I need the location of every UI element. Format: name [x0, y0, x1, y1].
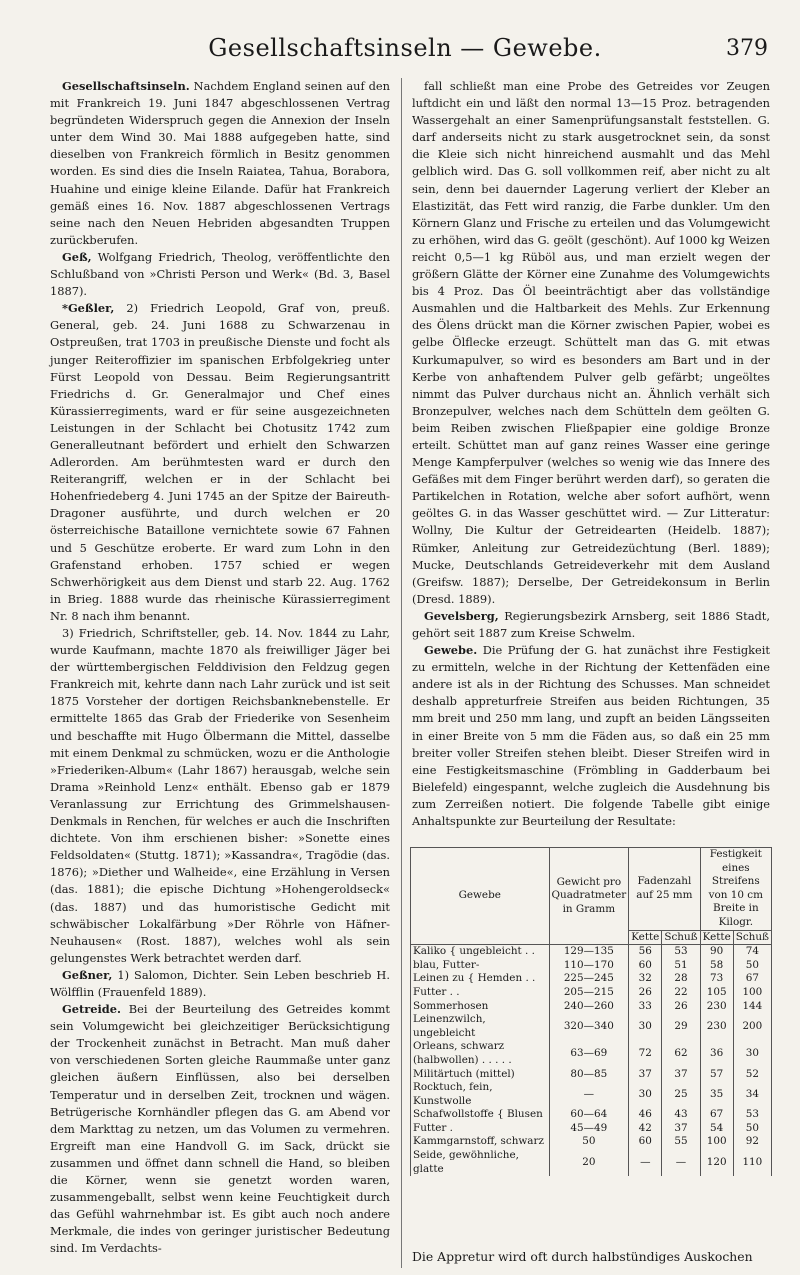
- cell-strength-warp: 100: [700, 1135, 733, 1149]
- entry-paragraph: [50, 625, 390, 967]
- cell-weight: 20: [549, 1149, 629, 1176]
- cell-threads-weft: 55: [662, 1135, 700, 1149]
- right-column: [412, 78, 770, 830]
- cell-strength-warp: 90: [700, 945, 733, 959]
- header-threads-weft: Schuß: [662, 930, 700, 945]
- entry-text: 3) Friedrich, Schriftsteller, geb. 14. Nov. 1844 zu Lahr, wurde Kaufmann, machte 1870 als freiwilliger Jäger bei der württembergischen Felddivision den Feldzug gegen Frankreich mit, kehrte dann nach Lahr zurück und ist seit 1875 Vorsteher der dortigen Reichsbanknebenstelle. Er ermittelte 1865 das Grab der Friederike von Sesenheim und beschaffte mit Hugo Ölbermann die Mittel, dasselbe mit einem Denkmal zu schmücken, wozu er die Anthologie »Friederiken-Album« (Lahr 1867) herausgab, welche sein Drama »Reinhold Lenz« enthält. Ebenso gab er 1879 Veranlassung zur Errichtung des Grimmelshausen-Denkmals in Renchen, für welches er auch die Inschriften dichtete. Von ihm erschienen bisher: »Sonette eines Feldsoldaten« (Stuttg. 1871); »Kassandra«, Tragödie (das. 1876); »Diether und Walheide«, eine Erzählung in Versen (das. 1881); die epische Dichtung »Hohengeroldseck« (das. 1887) und das humoristische Gedicht mit schwäbischer Lokalfärbung »Der Röhrle von Häfner-Neuhausen« (Rost. 1887), welches wohl als sein gelungenstes Werk betrachtet werden darf.: [50, 626, 390, 965]
- cell-strength-weft: 74: [733, 945, 771, 959]
- cell-threads-warp: 42: [629, 1122, 662, 1136]
- row-label: Militärtuch (mittel): [411, 1068, 550, 1082]
- entry-headword: Geßner,: [62, 967, 113, 982]
- table-row: [411, 945, 772, 959]
- entry-text: Bei der Beurteilung des Getreides kommt sein Volumgewicht bei gleichzeitiger Berücksichtigung der Trockenheit zunächst in Betracht. Man muß daher von verschiedenen Sorten gleiche Raummaße unter ganz gleichen äußern Einflüssen, also bei derselben Temperatur und in derselben Zeit, trocknen und wägen. Betrügerische Kornhändler pflegen das G. am Abend vor dem Markttag zu netzen, um das Volumen zu vermehren. Ergreift man eine Handvoll G. im Sack, drückt sie zusammen und öffnet dann schnell die Hand, so bleiben die Körner, wenn sie genetzt worden waren, zusammengeballt, selbst wenn keine Feuchtigkeit durch das Gefühl wahrnehmbar ist. Es gibt auch noch andere Merkmale, die indes von geringer juristischer Bedeutung sind. Im Verdachts-: [50, 1002, 390, 1256]
- cell-threads-warp: 56: [629, 945, 662, 959]
- header-strength-weft: Schuß: [733, 930, 771, 945]
- entry-headword: Gevelsberg,: [424, 608, 499, 623]
- entry-paragraph: [412, 78, 770, 608]
- entry-text: fall schließt man eine Probe des Getreides vor Zeugen luftdicht ein und läßt den normal 13—15 Proz. betragenden Wassergehalt an einer Samenprüfungsanstalt feststellen. G. darf anderseits nicht zu stark ausgetrocknet sein, da sonst die Kleie sich nicht hinreichend ausmahlt und das Mehl gelblich wird. Das G. soll vollkommen reif, aber nicht zu alt sein, denn bei dauernder Lagerung verliert der Kleber an Elastizität, das Fett wird ranzig, die Farbe dunkler. Um den Körnern Glanz und Frische zu erteilen und das Volumgewicht zu erhöhen, wird das G. geölt (geschönt). Auf 1000 kg Weizen reicht 0,5—1 kg Rüböl aus, und man erzielt wegen der größern Glätte der Körner eine Zunahme des Volumgewichts bis 4 Proz. Das Öl beeinträchtigt aber das vollständige Ausmahlen und die Haltbarkeit des Mehls. Zur Erkennung des Ölens drückt man die Körner zwischen Papier, wobei es gelbe Ölflecke erzeugt. Schüttelt man das G. mit etwas Kurkumapulver, so wird es besonders am Bart und in der Kerbe von anhaftendem Pulver gelb gefärbt; ungeöltes nimmt das Pulver durchaus nicht an. Ähnlich verhält sich Bronzepulver, welches nach dem Schütteln dem geölten G. beim Reiben zwischen Fließpapier eine goldige Bronze erteilt. Schüttet man auf ganz reines Wasser eine geringe Menge Kampferpulver (welches so wenig wie das Innere des Gefäßes mit dem Finger berührt werden darf), so geraten die Partikelchen in Rotation, welche aber sofort aufhört, wenn geöltes G. in das Wasser geschüttet wird. — Zur Litteratur: Wollny, Die Kultur der Getreidearten (Heidelb. 1887); Rümker, Anleitung zur Getreidezüchtung (Berl. 1889); Mucke, Deutschlands Getreideverkehr mit dem Ausland (Greifsw. 1887); Derselbe, Der Getreidekonsum in Berlin (Dresd. 1889).: [412, 79, 770, 606]
- entry-text: Regierungsbezirk Arnsberg, seit 1886 Stadt, gehört seit 1887 zum Kreise Schwelm.: [412, 608, 770, 640]
- entry-headword: Gesellschaftsinseln.: [62, 79, 190, 93]
- cell-threads-weft: 25: [662, 1081, 700, 1108]
- row-label: Orleans, schwarz (halbwollen) . . . . .: [411, 1040, 550, 1067]
- cell-strength-weft: 144: [733, 1000, 771, 1014]
- cell-weight: 50: [549, 1135, 629, 1149]
- cell-threads-weft: 37: [662, 1068, 700, 1082]
- cell-weight: 110—170: [549, 959, 629, 973]
- row-label: blau, Futter-: [411, 959, 550, 973]
- cell-strength-weft: 34: [733, 1081, 771, 1108]
- cell-strength-warp: 57: [700, 1068, 733, 1082]
- table-row: [411, 1013, 772, 1040]
- row-label: Leinenzwilch, ungebleicht: [411, 1013, 550, 1040]
- entry-headword: *Geßler,: [62, 301, 115, 316]
- cell-threads-weft: 29: [662, 1013, 700, 1040]
- row-label: Seide, gewöhnliche, glatte: [411, 1149, 550, 1176]
- entry-paragraph: [50, 967, 390, 1001]
- cell-threads-weft: 37: [662, 1122, 700, 1136]
- table-row: [411, 1135, 772, 1149]
- cell-weight: 320—340: [549, 1013, 629, 1040]
- header-strength-warp: Kette: [700, 930, 733, 945]
- cell-strength-weft: 200: [733, 1013, 771, 1040]
- table-row: [411, 1068, 772, 1082]
- row-label: Kammgarnstoff, schwarz: [411, 1135, 550, 1149]
- cell-threads-warp: 37: [629, 1068, 662, 1082]
- cell-strength-warp: 105: [700, 986, 733, 1000]
- running-title: Gesellschaftsinseln — Gewebe.: [208, 34, 602, 62]
- cell-strength-warp: 35: [700, 1081, 733, 1108]
- table-row: [411, 1122, 772, 1136]
- cell-strength-weft: 50: [733, 1122, 771, 1136]
- header-fabric: Gewebe: [411, 848, 550, 945]
- entry-paragraph: [50, 300, 390, 625]
- continuation-line: Die Appretur wird oft durch halbstündiges Auskochen: [412, 1249, 753, 1264]
- cell-strength-weft: 53: [733, 1108, 771, 1122]
- cell-threads-weft: 22: [662, 986, 700, 1000]
- table-body: [411, 945, 772, 1177]
- cell-threads-warp: —: [629, 1149, 662, 1176]
- page-header: [40, 30, 770, 70]
- entry-paragraph: [412, 608, 770, 642]
- cell-strength-weft: 110: [733, 1149, 771, 1176]
- cell-threads-warp: 33: [629, 1000, 662, 1014]
- cell-strength-weft: 30: [733, 1040, 771, 1067]
- cell-weight: 60—64: [549, 1108, 629, 1122]
- page-number: 379: [726, 36, 768, 61]
- cell-weight: 63—69: [549, 1040, 629, 1067]
- cell-threads-warp: 32: [629, 972, 662, 986]
- cell-strength-warp: 67: [700, 1108, 733, 1122]
- cell-weight: 80—85: [549, 1068, 629, 1082]
- column-rule: [401, 78, 402, 1268]
- cell-strength-weft: 67: [733, 972, 771, 986]
- table-row: [411, 1149, 772, 1176]
- cell-weight: 240—260: [549, 1000, 629, 1014]
- cell-strength-warp: 58: [700, 959, 733, 973]
- cell-threads-weft: 53: [662, 945, 700, 959]
- cell-weight: 205—215: [549, 986, 629, 1000]
- cell-threads-warp: 26: [629, 986, 662, 1000]
- cell-strength-warp: 73: [700, 972, 733, 986]
- cell-strength-warp: 120: [700, 1149, 733, 1176]
- entry-paragraph: [50, 78, 390, 249]
- entry-headword: Geß,: [62, 249, 92, 264]
- cell-threads-warp: 72: [629, 1040, 662, 1067]
- cell-threads-weft: 62: [662, 1040, 700, 1067]
- entry-text: 1) Salomon, Dichter. Sein Leben beschrieb H. Wölfflin (Frauenfeld 1889).: [50, 967, 390, 999]
- table-row: [411, 1040, 772, 1067]
- fabric-strength-table: [410, 847, 772, 1176]
- cell-threads-weft: 28: [662, 972, 700, 986]
- header-weight: Gewicht pro Quadratmeter in Gramm: [549, 848, 629, 945]
- cell-weight: 129—135: [549, 945, 629, 959]
- row-label: Futter .: [411, 1122, 550, 1136]
- cell-threads-weft: —: [662, 1149, 700, 1176]
- header-threads-warp: Kette: [629, 930, 662, 945]
- cell-weight: —: [549, 1081, 629, 1108]
- cell-strength-warp: 230: [700, 1000, 733, 1014]
- row-label: Sommerhosen: [411, 1000, 550, 1014]
- left-column: [50, 78, 390, 1257]
- row-label: Futter . .: [411, 986, 550, 1000]
- cell-threads-warp: 60: [629, 1135, 662, 1149]
- header-strength: Festigkeit eines Streifens von 10 cm Breite in Kilogr.: [700, 848, 771, 931]
- cell-threads-weft: 26: [662, 1000, 700, 1014]
- entry-text: Nachdem England seinen auf den mit Frankreich 19. Juni 1847 abgeschlossenen Vertrag begründeten Widerspruch gegen die Annexion der Inseln unter dem Wind 30. Mai 1888 aufgegeben hatte, sind dieselben von Frankreich förmlich in Besitz genommen worden. Es sind dies die Inseln Raiatea, Tahua, Borabora, Huahine und einige kleine Eilande. Dafür hat Frankreich gemäß eines 16. Nov. 1887 abgeschlossenen Vertrags seine nach den Neuen Hebriden abgesandten Truppen zurückberufen.: [50, 79, 390, 247]
- header-threads: Fadenzahl auf 25 mm: [629, 848, 700, 931]
- entry-paragraph: [412, 642, 770, 830]
- row-label: Kaliko { ungebleicht . .: [411, 945, 550, 959]
- row-label: Leinen zu { Hemden . .: [411, 972, 550, 986]
- cell-threads-warp: 46: [629, 1108, 662, 1122]
- cell-threads-weft: 43: [662, 1108, 700, 1122]
- entry-headword: Gewebe.: [424, 643, 478, 658]
- cell-strength-weft: 100: [733, 986, 771, 1000]
- table-row: [411, 1108, 772, 1122]
- cell-weight: 45—49: [549, 1122, 629, 1136]
- cell-strength-weft: 52: [733, 1068, 771, 1082]
- table-row: [411, 1000, 772, 1014]
- entry-headword: Getreide.: [62, 1002, 121, 1017]
- entry-paragraph: [50, 1001, 390, 1257]
- cell-strength-warp: 36: [700, 1040, 733, 1067]
- row-label: Rocktuch, fein, Kunstwolle: [411, 1081, 550, 1108]
- cell-threads-warp: 60: [629, 959, 662, 973]
- cell-threads-warp: 30: [629, 1081, 662, 1108]
- entry-text: 2) Friedrich Leopold, Graf von, preuß. General, geb. 24. Juni 1688 zu Schwarzenau in Ostpreußen, trat 1703 in preußische Dienste und focht als junger Reiteroffizier im spanischen Erbfolgekrieg unter Fürst Leopold von Dessau. Beim Regierungsantritt Friedrichs d. Gr. Generalmajor und Chef eines Kürassierregiments, ward er für seine ausgezeichneten Leistungen in der Schlacht bei Chotusitz 1742 zum Generalleutnant befördert und erhielt den Schwarzen Adlerorden. Am berühmtesten ward er durch den Reiterangriff, welchen er in der Schlacht bei Hohenfriedeberg 4. Juni 1745 an der Spitze der Baireuth-Dragoner ausführte, und durch welchen er 20 österreichische Bataillone vernichtete sowie 67 Fahnen und 5 Geschütze eroberte. Er ward zum Lohn in den Grafenstand erhoben. 1757 schied er wegen Schwerhörigkeit aus dem Dienst und starb 22. Aug. 1762 in Brieg. 1888 wurde das rheinische Kürassierregiment Nr. 8 nach ihm benannt.: [50, 301, 390, 623]
- table-row: [411, 1081, 772, 1108]
- cell-strength-weft: 50: [733, 959, 771, 973]
- row-label: Schafwollstoffe { Blusen: [411, 1108, 550, 1122]
- cell-strength-warp: 230: [700, 1013, 733, 1040]
- entry-text: Die Prüfung der G. hat zunächst ihre Festigkeit zu ermitteln, welche in der Richtung der Kettenfäden eine andere ist als in der Richtung des Schusses. Man schneidet deshalb appreturfreie Streifen aus beiden Richtungen, 35 mm breit und 250 mm lang, und zupft an beiden Längsseiten in einer Breite von 5 mm die Fäden aus, so daß ein 25 mm breiter voller Streifen stehen bleibt. Dieser Streifen wird in eine Festigkeitsmaschine (Frömbling in Gadderbaum bei Bielefeld) eingespannt, welche zugleich die Ausdehnung bis zum Zerreißen notiert. Die folgende Tabelle gibt einige Anhaltspunkte zur Beurteilung der Resultate:: [412, 643, 770, 829]
- cell-threads-warp: 30: [629, 1013, 662, 1040]
- table-row: [411, 972, 772, 986]
- cell-strength-warp: 54: [700, 1122, 733, 1136]
- entry-paragraph: [50, 249, 390, 300]
- entry-text: Wolfgang Friedrich, Theolog, veröffentlichte den Schlußband von »Christi Person und Werk« (Bd. 3, Basel 1887).: [50, 249, 390, 299]
- cell-weight: 225—245: [549, 972, 629, 986]
- table-row: [411, 959, 772, 973]
- table-row: [411, 986, 772, 1000]
- cell-strength-weft: 92: [733, 1135, 771, 1149]
- cell-threads-weft: 51: [662, 959, 700, 973]
